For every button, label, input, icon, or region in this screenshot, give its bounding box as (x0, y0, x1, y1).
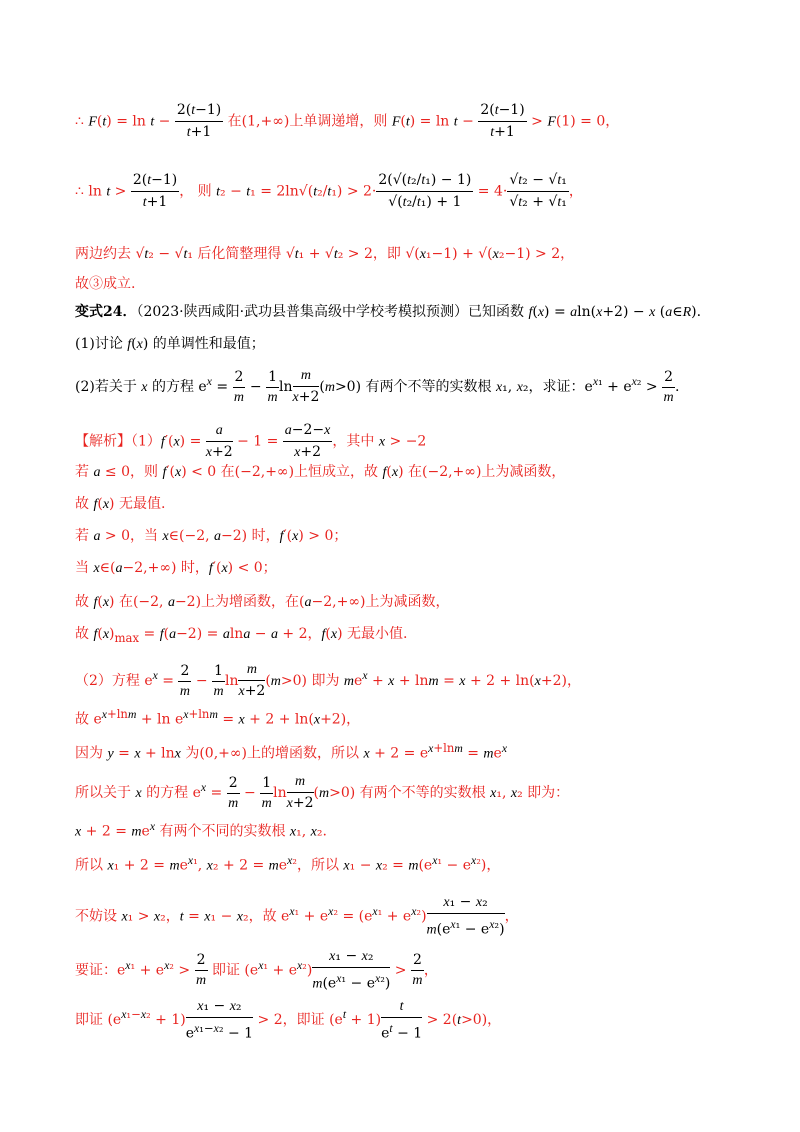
proof-line-inequality: ∴ ln t > $\frac{2(t-1)}{t+1}$ ， 则 t₂ − t₁ = 2ln√(t₂/t₁) > 2· $\frac{\text{2(√(t₂/t₁) − 1)}}{\text{√(t₂/t₁) + 1}}$ = 4· $\frac{\text{√t₂ − √t₁}}{\text{√t₂ + √t₁}}$ ， (75, 172, 583, 210)
question-part-2: (2)若关于 x 的方程 $e^x$ = $\frac{2}{m}$ − $\frac{1}{m}$ ln $\frac{m}{x+2}$ (m>0) 有两个不等的实数根 x₁, x₂，求证：$e^{x_1} + e^{x_2}$ > $\frac{2}{m}$ . (75, 368, 680, 405)
question-part-1: (1)讨论 f(x) 的单调性和最值； (75, 336, 265, 352)
solution-case-a-nonpositive: 若 a ≤ 0，则 f′(x) < 0 在(−2,+∞)上恒成立，故 f(x) 在(−2,+∞)上为减函数， (75, 464, 566, 480)
solution-equivalent-equation: 所以关于 x 的方程 $e^x$ = $\frac{2}{m}$ − $\frac{1}{m}$ ln $\frac{m}{x+2}$ (m>0) 有两个不等的实数根 x₁, x₂ 即为： (75, 774, 570, 811)
proof-line-conclusion: 故③成立. (75, 276, 136, 292)
solution-to-prove: 要证：$e^{x_1} + e^{x_2}$ > $\frac{2}{m}$ 即证 $(e^{x_1} + e^{x_2})$ $\frac{\text{x₁ − x₂}}{m(e^{x_1} - e^{x_2})}$ > $\frac{2}{m}$ ， (75, 948, 438, 992)
solution-part-2-equation: （2）方程 $e^x$ = $\frac{2}{m}$ − $\frac{1}{m}$ ln $\frac{m}{x+2}$ (m>0) 即为 $me^x + x + \ln m = x + 2 + \ln(x+2)$， (75, 662, 581, 699)
solution-root-relations: 所以 $x_1 + 2 = me^{x_1}$, $x_2 + 2 = me^{x_2}$，所以 $x_1 - x_2 = m(e^{x_1} - e^{x_2})$， (75, 853, 501, 874)
variant-24-heading: 变式24．（2023·陕西咸阳·武功县普集高级中学校考模拟预测）已知函数 f(x) = aln(x+2) − x (a∈R). (75, 304, 702, 320)
solution-no-extremum: 故 f(x) 无最值. (75, 496, 166, 512)
solution-rewrite: 故 $e^{x+lnm} + \ln e^{x+lnm} = x + 2 + \ln(x+2)$， (75, 707, 361, 728)
solution-part-1-derivative: 【解析】（1）f′(x) = $\frac{a}{x+2}$ − 1 = $\frac{a-2-x}{x+2}$ ，其中 x > −2 (75, 422, 427, 460)
solution-max-value: 故 $f(x)_{max} = f(a-2) = alna - a + 2$，f(x) 无最小值. (75, 626, 408, 645)
solution-equivalent-t: 即证 $(e^{x_1-x_2} + 1)$ $\frac{\text{x₁ − x₂}}{e^{x_1-x_2} - 1}$ > 2，即证 $(e^t + 1)$ $\frac{t}{e^t - 1}$ > 2(t>0)， (75, 998, 502, 1042)
proof-line-monotonic-F: ∴ F(t) = ln t − $\frac{2(t-1)}{t+1}$ 在(1,+∞)上单调递增，则 F(t) = ln t − $\frac{2(t-1)}{t+1}$ > F(1) = 0， (75, 102, 620, 140)
solution-two-roots: $x + 2 = me^x$ 有两个不同的实数根 x₁, x₂. (75, 820, 327, 840)
proof-line-simplify: 两边约去 √t₂ − √t₁ 后化简整理得 √t₁ + √t₂ > 2，即 √(x₁−1) + √(x₂−1) > 2， (75, 246, 575, 262)
solution-assume-order: 不妨设 x₁ > x₂，t = x₁ − x₂，故 $e^{x_1} + e^{x_2} = (e^{x_1} + e^{x_2})$ $\frac{\text{x₁ − x₂}}{m(e^{x_1} - e^{x_2})}$ ， (75, 894, 519, 938)
solution-increasing-y: 因为 y = x + lnx 为(0,+∞)上的增函数，所以 $x + 2 = e^{x+lnm} = me^x$ (75, 741, 508, 762)
solution-monotonic-summary: 故 f(x) 在(−2, a−2)上为增函数，在(a−2,+∞)上为减函数， (75, 594, 450, 610)
solution-case-decreasing: 当 x∈(a−2,+∞) 时，f′(x) < 0； (75, 560, 277, 576)
solution-case-a-positive: 若 a > 0，当 x∈(−2, a−2) 时，f′(x) > 0； (75, 528, 348, 544)
